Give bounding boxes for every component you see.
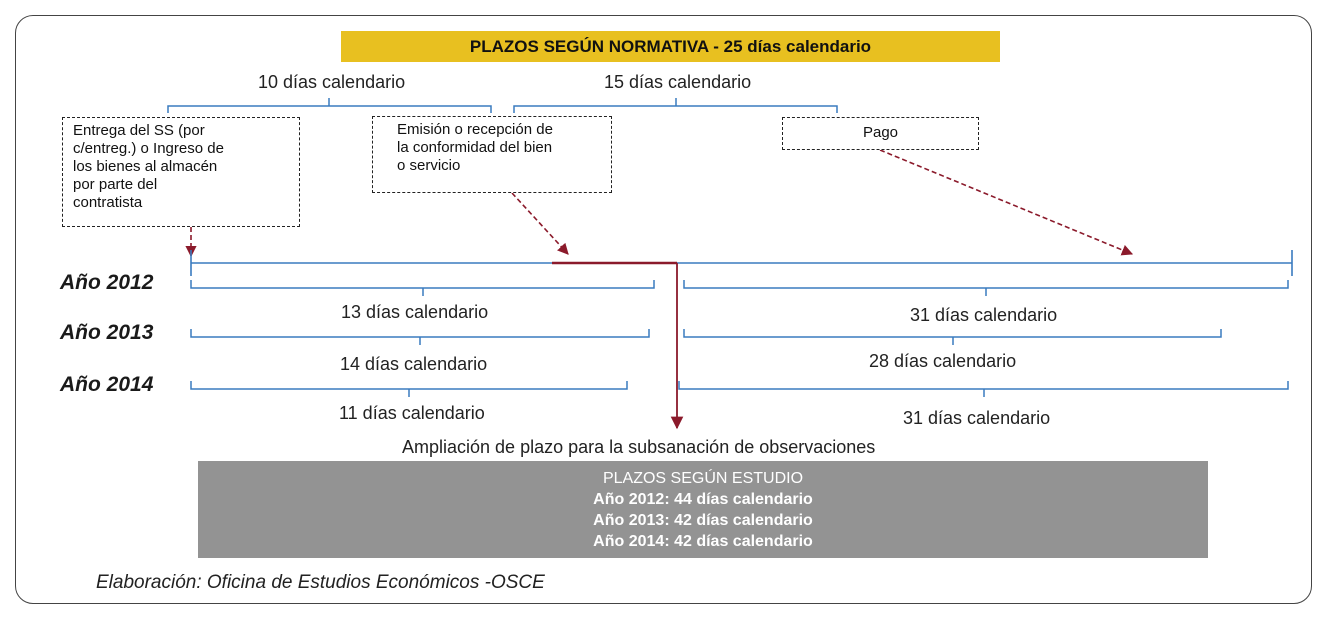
brace-2014-left	[191, 381, 627, 397]
year-2014-right-days: 31 días calendario	[903, 408, 1051, 428]
box-entrega-line-5: contratista	[73, 194, 143, 211]
box-entrega-line-4: por parte del	[73, 176, 158, 193]
extension-label: Ampliación de plazo para la subsanación de observaciones	[402, 437, 876, 457]
brace-2012-left	[191, 280, 654, 296]
box-entrega-line-2: c/entreg.) o Ingreso de	[73, 140, 224, 157]
box-pago	[782, 117, 979, 150]
study-line-2014: Año 2014: 42 días calendario	[593, 532, 813, 550]
brace-15-days	[514, 98, 837, 113]
study-line-2013: Año 2013: 42 días calendario	[593, 511, 813, 529]
box-emision	[372, 116, 612, 193]
brace-2012-right	[684, 280, 1288, 296]
box-entrega-line-3: los bienes al almacén	[73, 158, 218, 175]
study-box	[198, 461, 1208, 558]
brace-10-days-label: 10 días calendario	[258, 72, 406, 92]
year-2012-label: Año 2012	[60, 271, 154, 294]
brace-2013-right	[684, 329, 1221, 345]
box-entrega-line-1: Entrega del SS (por	[73, 122, 205, 139]
year-2013-right-days: 28 días calendario	[869, 351, 1017, 371]
arrow-emision	[512, 193, 568, 254]
year-2012-right-days: 31 días calendario	[910, 305, 1058, 325]
study-line-2012: Año 2012: 44 días calendario	[593, 490, 813, 508]
box-emision-line-2: la conformidad del bien	[397, 139, 553, 156]
brace-2013-left	[191, 329, 649, 345]
arrow-pago	[880, 150, 1132, 254]
year-2013-left-days: 14 días calendario	[340, 354, 488, 374]
brace-2014-right	[679, 381, 1288, 397]
box-pago-label: Pago	[862, 124, 899, 141]
box-emision-line-1: Emisión o recepción de	[397, 121, 553, 138]
brace-15-days-label: 15 días calendario	[604, 72, 752, 92]
study-heading: PLAZOS SEGÚN ESTUDIO	[602, 469, 804, 487]
year-2014-left-days: 11 días calendario	[339, 403, 485, 423]
credit-line: Elaboración: Oficina de Estudios Económicos -OSCE	[96, 572, 545, 593]
normativa-title: PLAZOS SEGÚN NORMATIVA - 25 días calendario	[469, 36, 872, 56]
normativa-title-bar	[341, 31, 1000, 62]
brace-10-days	[168, 98, 491, 113]
year-2014-label: Año 2014	[60, 373, 154, 396]
year-2012-left-days: 13 días calendario	[341, 302, 489, 322]
box-entrega	[62, 117, 300, 227]
box-emision-line-3: o servicio	[397, 157, 461, 174]
year-2013-label: Año 2013	[60, 321, 154, 344]
